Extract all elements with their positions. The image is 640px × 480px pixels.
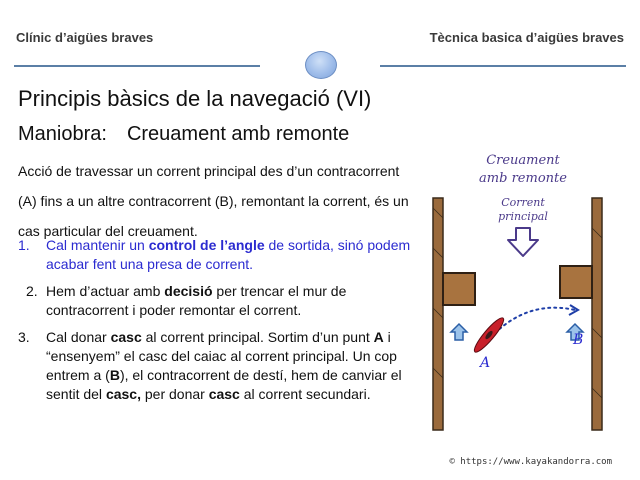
kayak-icon <box>471 315 507 355</box>
header-right-title: Tècnica basica d’aigües braves <box>429 30 624 45</box>
list-item-text: Cal mantenir un control de l’angle de sortida, sinó podem acabar fent una presa de corrent. <box>46 237 411 272</box>
current-down-arrow-icon <box>508 228 538 256</box>
left-rock <box>443 273 475 305</box>
list-item <box>18 236 418 274</box>
list-item <box>18 328 418 404</box>
crossing-path <box>495 308 575 333</box>
figure-title-line2: amb remonte <box>479 171 567 186</box>
copyright-credit: © https://www.kayakandorra.com <box>449 457 612 467</box>
list-item-text: Cal donar casc al corrent principal. Sortim d’un punt A i “ensenyem” el casc del caiac al corrent principal. Un cop entrem a (B), el contracorrent de destí, hem de canviar el sentit del casc, per donar casc al corrent secundari. <box>46 329 402 402</box>
eddy-a-up-arrow-icon <box>451 324 467 340</box>
header-rule-right <box>380 65 626 67</box>
slide-title: Principis bàsics de la navegació (VI) <box>18 86 372 111</box>
subtitle-label: Maniobra: <box>18 123 107 145</box>
label-a: A <box>480 355 491 371</box>
list-item <box>18 282 418 320</box>
intro-paragraph: Acció de travessar un corrent principal des d’un contracorrent (A) fins a un altre contracorrent (B), remontant la corrent, és un cas particular del creuament. <box>18 163 409 239</box>
label-b: B <box>573 332 584 348</box>
list-item-number: 3. <box>18 329 30 345</box>
figure-current-line2: principal <box>498 210 548 223</box>
right-rock <box>560 266 592 298</box>
figure-current-line1: Corrent <box>501 196 545 209</box>
left-bank <box>433 198 443 430</box>
subtitle-text: Creuament amb remonte <box>126 123 350 145</box>
list-item-number: 1. <box>18 237 30 253</box>
header-left-title: Clínic d’aigües braves <box>16 30 154 45</box>
header-circle-ornament <box>305 51 337 79</box>
figure-title-line1: Creuament <box>486 153 560 168</box>
right-bank <box>592 198 602 430</box>
eddy-crossing-diagram <box>425 148 620 438</box>
numbered-list <box>18 236 418 412</box>
slide-subtitle <box>18 123 349 146</box>
list-item-text: Hem d’actuar amb decisió per trencar el mur de contracorrent i poder remontar el corrent. <box>46 283 347 318</box>
header-rule-left <box>14 65 260 67</box>
list-item-number: 2. <box>26 283 38 299</box>
